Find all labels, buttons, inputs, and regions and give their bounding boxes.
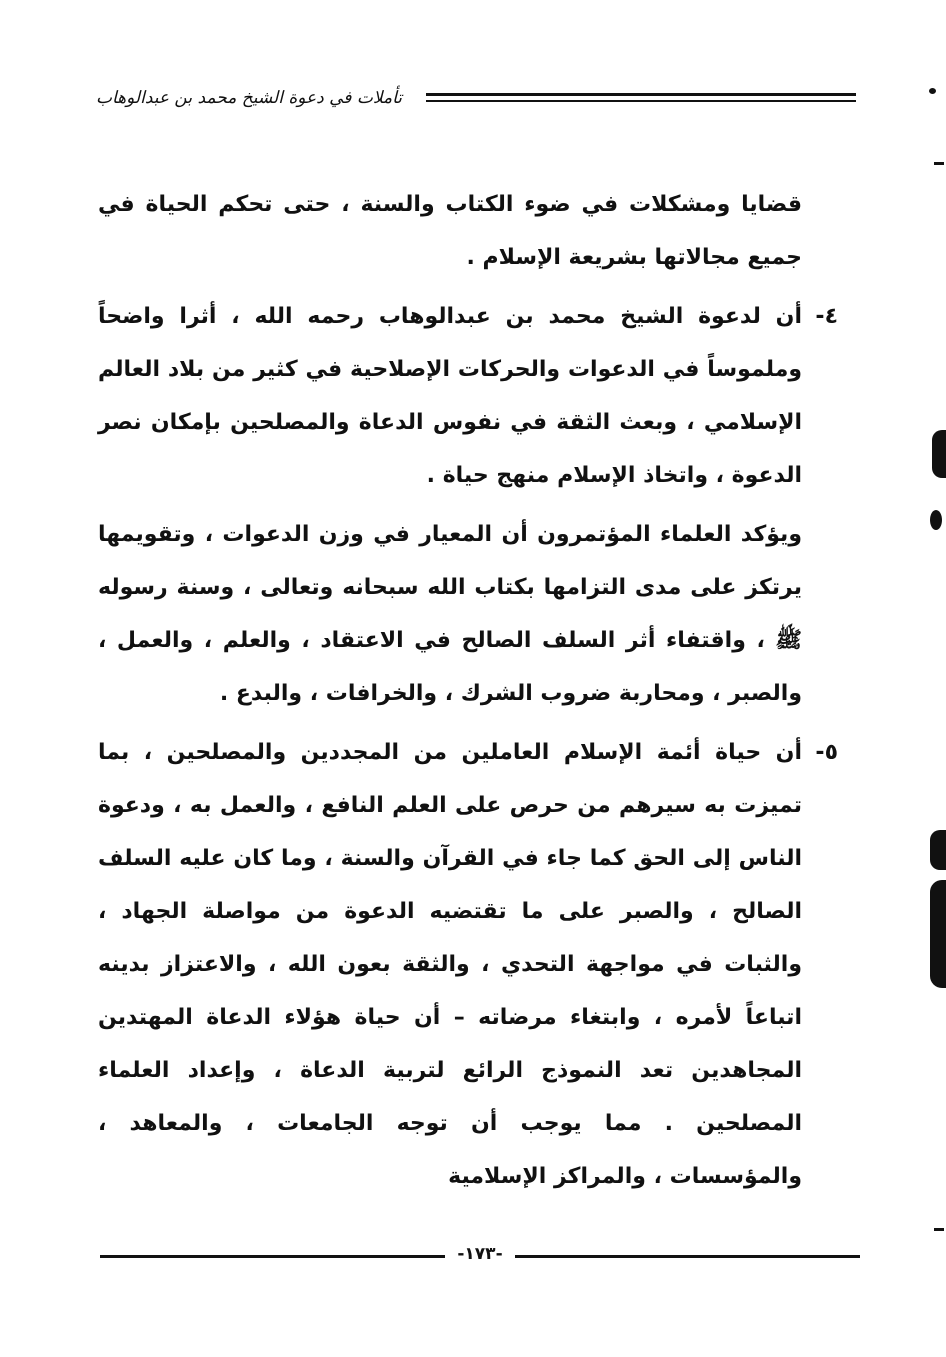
scan-mark [930, 510, 942, 530]
header-title: تأملات في دعوة الشيخ محمد بن عبدالوهاب [96, 88, 402, 108]
list-item-5 [98, 726, 838, 1203]
list-item-4 [98, 290, 838, 502]
list-item-number: ٤- [815, 304, 838, 329]
footer-rule-left [100, 1255, 445, 1258]
body-text [98, 178, 838, 1209]
list-item-text: أن حياة أئمة الإسلام العاملين من المجددين والمصلحين ، بما تميزت به سيرهم من حرص على العلم النافع ، والعمل به ، ودعوة الناس إلى الحق كما جاء في القرآن والسنة ، وما كان عليه السلف الصالح ، والصبر على ما تقتضيه الدعوة من مواصلة الجهاد ، والثبات في مواجهة التحدي ، والثقة بعون الله ، والاعتزاز بدينه اتباعاً لأمره ، وابتغاء مرضاته – أن حياة هؤلاء الدعاة المهتدين المجاهدين تعد النموذج الرائع لتربية الدعاة ، وإعداد العلماء المصلحين . مما يوجب أن توجه الجامعات ، والمعاهد ، والمؤسسات ، والمراكز الإسلامية [98, 740, 802, 1189]
middle-paragraph: ويؤكد العلماء المؤتمرون أن المعيار في وزن الدعوات ، وتقويمها يرتكز على مدى التزامها بكتاب الله سبحانه وتعالى ، وسنة رسوله ﷺ ، واقتفاء أثر السلف الصالح في الاعتقاد ، والعلم ، والعمل ، والصبر ، ومحاربة ضروب الشرك ، والخرافات ، والبدع . [98, 522, 802, 706]
intro-paragraph: قضايا ومشكلات في ضوء الكتاب والسنة ، حتى تحكم الحياة في جميع مجالاتها بشريعة الإسلام . [98, 192, 802, 270]
list-item-number: ٥- [815, 740, 838, 765]
scan-mark [930, 830, 946, 870]
page-footer [100, 1244, 860, 1268]
scan-mark [929, 88, 936, 94]
running-header [96, 86, 856, 120]
scan-mark [932, 430, 946, 478]
scan-mark [930, 880, 946, 988]
scan-mark [934, 1228, 944, 1231]
header-rule-thin [426, 100, 856, 102]
footer-rule-right [515, 1255, 860, 1258]
page-number: -١٧٣- [457, 1244, 503, 1264]
header-rule-thick [426, 93, 856, 96]
scan-mark [934, 162, 944, 165]
list-item-text: أن لدعوة الشيخ محمد بن عبدالوهاب رحمه الله ، أثرا واضحاً وملموساً في الدعوات والحركات الإصلاحية في كثير من بلاد العالم الإسلامي ، وبعث الثقة في نفوس الدعاة والمصلحين بإمكان نصر الدعوة ، واتخاذ الإسلام منهج حياة . [98, 304, 802, 488]
